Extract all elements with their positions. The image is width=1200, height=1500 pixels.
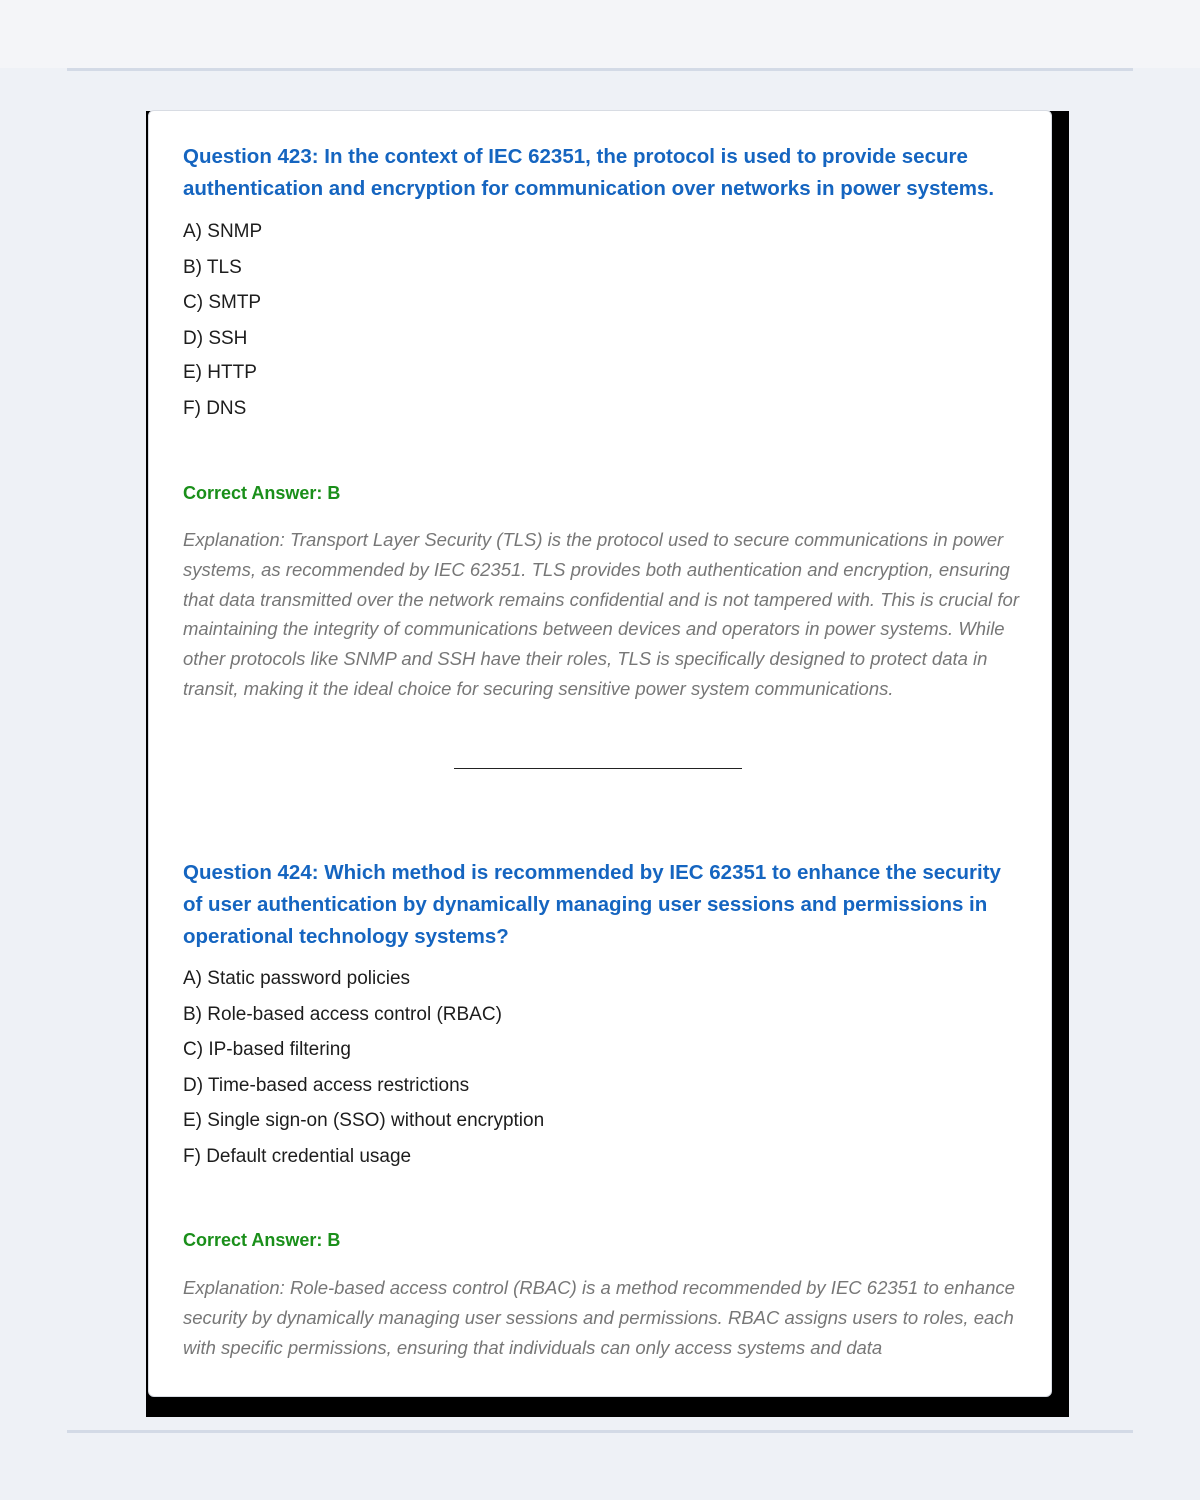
question-423-option-e: E) HTTP: [183, 362, 257, 383]
question-424-option-a: A) Static password policies: [183, 968, 411, 989]
question-424-option-b: B) Role-based access control (RBAC): [183, 1004, 502, 1025]
viewer-top-bar: [0, 0, 1200, 68]
question-424-title: Question 424: Which method is recommended by IEC 62351 to enhance the security of user authentication by dynamically managing user sessions and permissions in operational technology systems?: [183, 861, 1001, 948]
question-423-option-f: F) DNS: [183, 398, 247, 419]
question-424-correct-answer: Correct Answer: B: [183, 1230, 341, 1250]
question-424-option-d: D) Time-based access restrictions: [183, 1075, 470, 1096]
question-423-title: Question 423: In the context of IEC 62351, the protocol is used to provide secure authentication and encryption for communication over networks in power systems.: [183, 145, 995, 200]
top-divider: [67, 68, 1133, 71]
question-423-option-d: D) SSH: [183, 328, 248, 349]
question-424-explanation: Explanation: Role-based access control (RBAC) is a method recommended by IEC 62351 to enhance security by dynamically managing user sessions and permissions. RBAC assigns users to roles, each with specific permissions, ensuring that individuals can only access systems and data: [183, 1277, 1015, 1358]
question-424-option-f: F) Default credential usage: [183, 1146, 412, 1167]
question-423-correct-answer: Correct Answer: B: [183, 483, 341, 503]
bottom-divider: [67, 1430, 1133, 1433]
question-424-option-e: E) Single sign-on (SSO) without encryption: [183, 1110, 545, 1131]
question-423-option-a: A) SNMP: [183, 221, 263, 242]
question-423-explanation: Explanation: Transport Layer Security (TLS) is the protocol used to secure communications in power systems, as recommended by IEC 62351. TLS provides both authentication and encryption, ensuring that data transmitted over the network remains confidential and is not tampered with. This is crucial for maintaining the integrity of communications between devices and operators in power systems. While other protocols like SNMP and SSH have their roles, TLS is specifically designed to protect data in transit, making it the ideal choice for securing sensitive power system communications.: [183, 529, 1019, 699]
question-423-option-c: C) SMTP: [183, 292, 262, 313]
question-separator: [454, 768, 742, 769]
question-423-option-b: B) TLS: [183, 257, 242, 278]
question-424-option-c: C) IP-based filtering: [183, 1039, 351, 1060]
document-page: [148, 110, 1052, 1397]
